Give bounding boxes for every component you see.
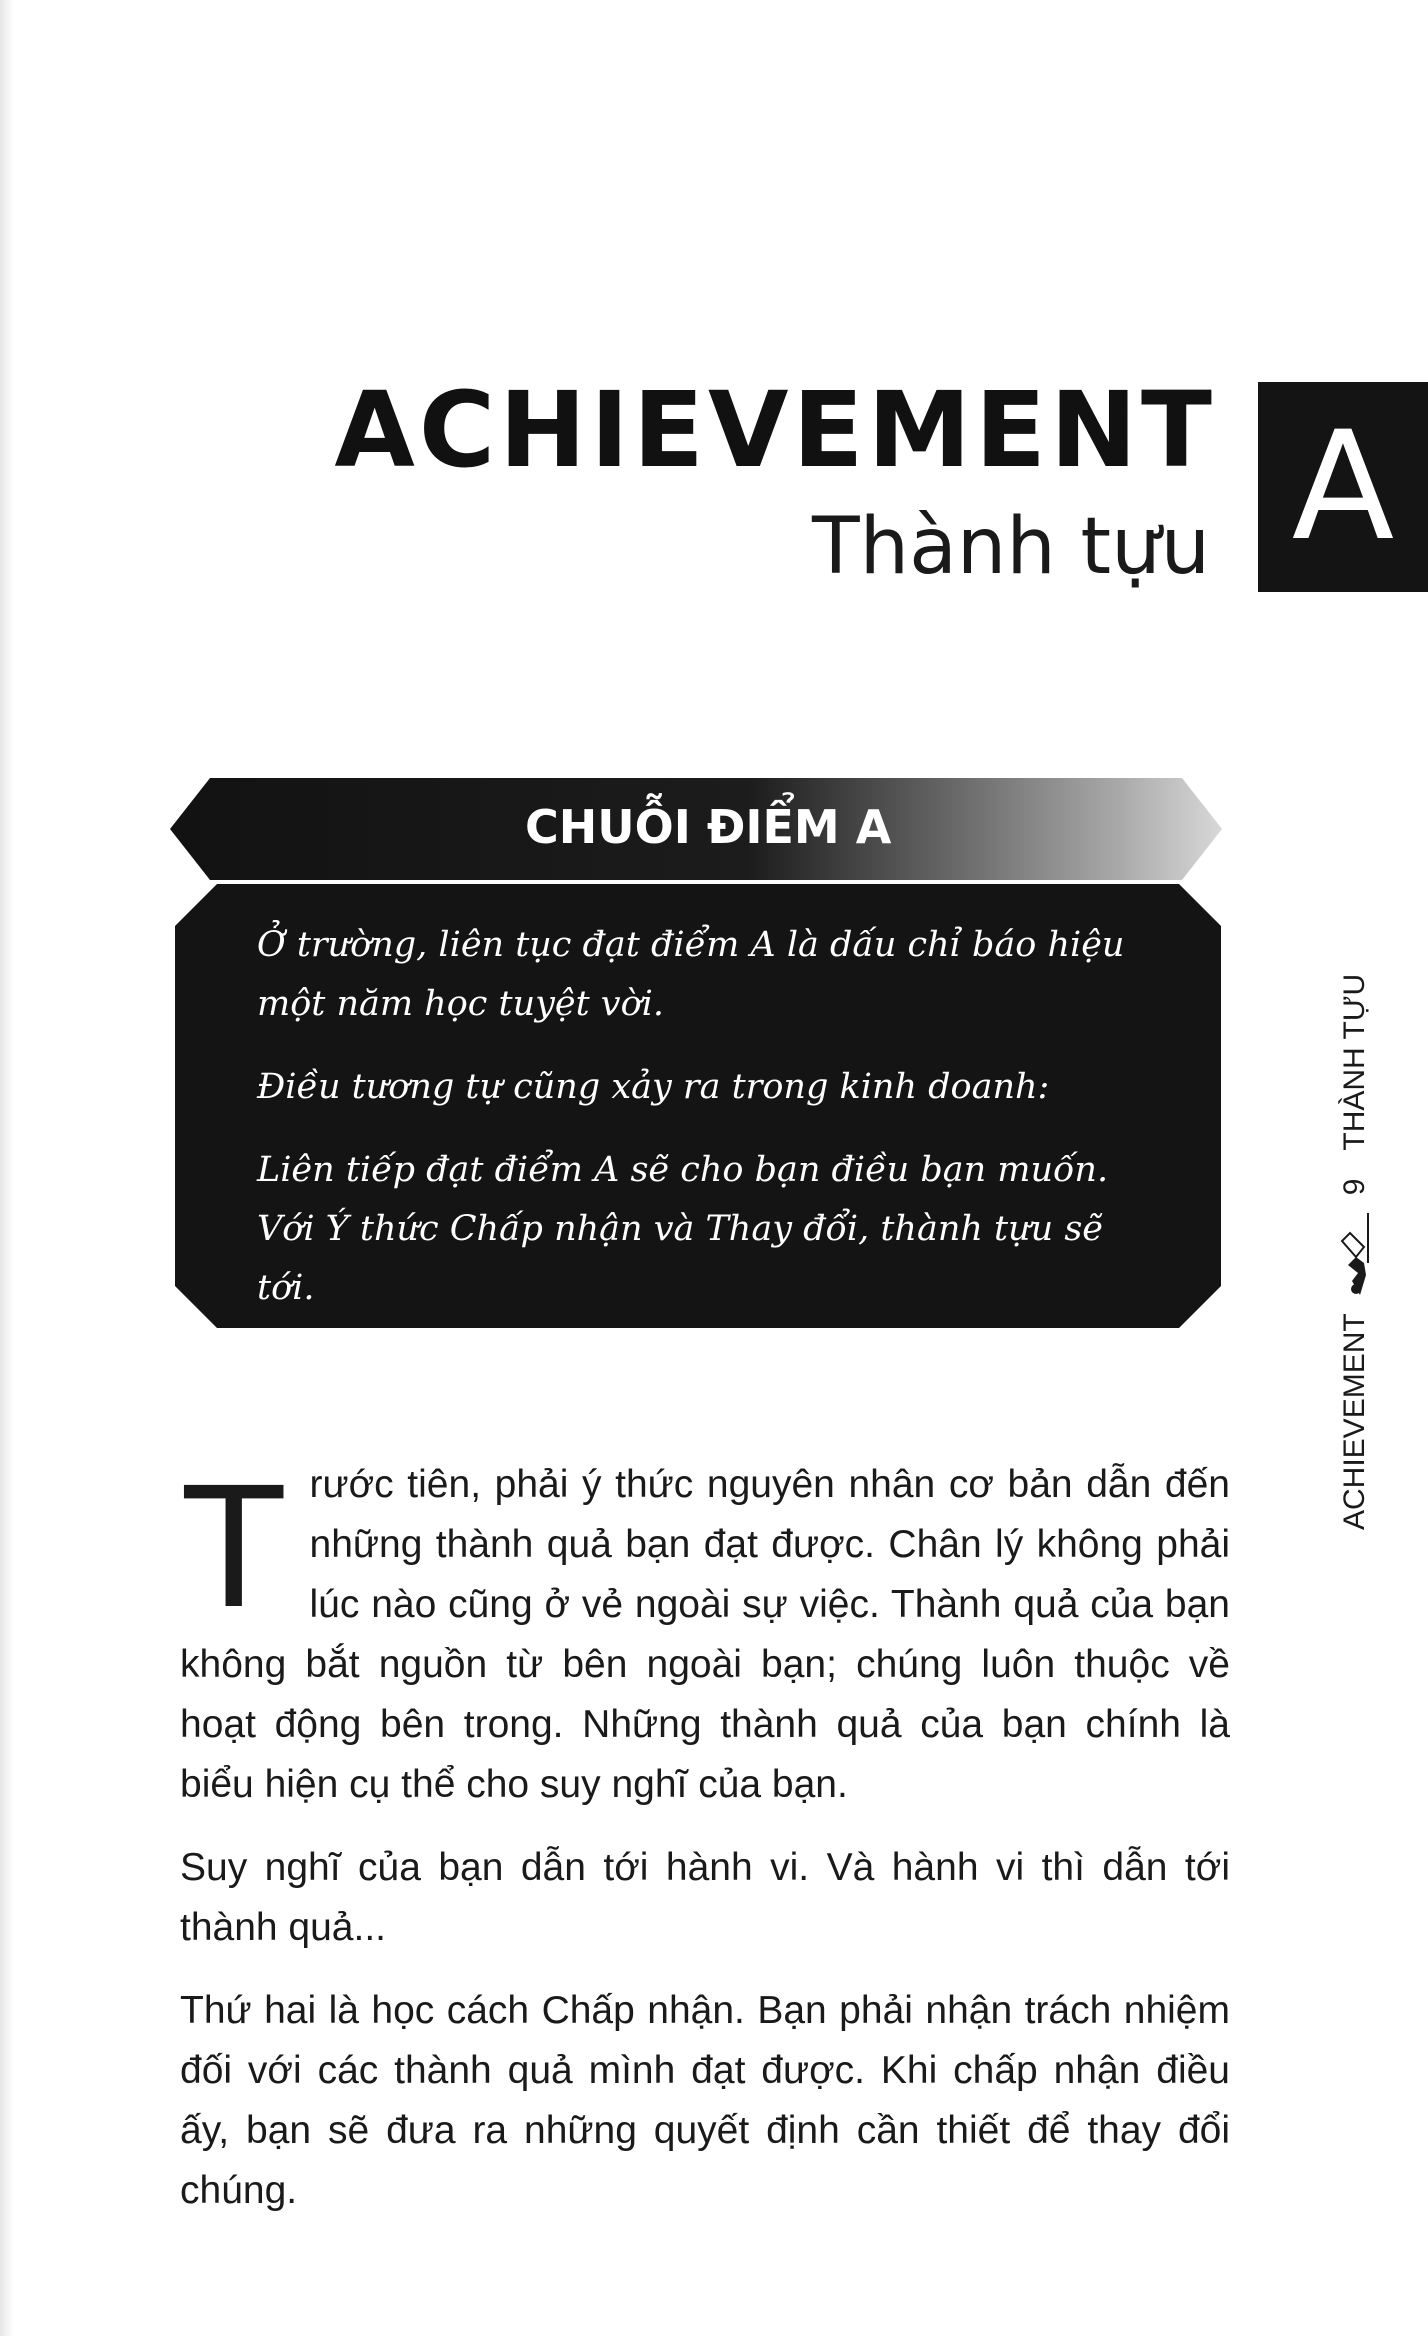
chapter-letter-tab	[1258, 382, 1428, 592]
drop-cap: T	[180, 1448, 288, 1644]
callout-header-label: CHUỖI ĐIỂM A	[525, 800, 892, 854]
callout-header-banner	[170, 778, 1222, 880]
body-paragraph-2: Suy nghĩ của bạn dẫn tới hành vi. Và hành vi thì dẫn tới thành quả...	[180, 1846, 1230, 1949]
callout-paragraph-2: Điều tương tự cũng xảy ra trong kinh doanh:	[257, 1067, 1050, 1107]
figure-ornament-icon	[1330, 1213, 1380, 1303]
body-paragraph-3: Thứ hai là học cách Chấp nhận. Bạn phải nhận trách nhiệm đối với các thành quả mình đạt được. Khi chấp nhận điều ấy, bạn sẽ đưa ra những quyết định cần thiết để thay đổi chúng.	[180, 1989, 1230, 2212]
chapter-subtitle: Thành tựu	[812, 502, 1210, 592]
page-edge-shade	[0, 0, 14, 2336]
body-paragraph-1-text: rước tiên, phải ý thức nguyên nhân cơ bản dẫn đến những thành quả bạn đạt được. Chân lý không phải lúc nào cũng ở vẻ ngoài sự việc. Thành quả của bạn không bắt nguồn từ bên ngoài bạn; chúng luôn thuộc về hoạt động bên trong. Những thành quả của bạn chính là biểu hiện cụ thể cho suy nghĩ của bạn.	[180, 1463, 1230, 1806]
callout-box	[175, 884, 1221, 1328]
running-head-chapter: THÀNH TỰU	[1338, 973, 1371, 1151]
body-paragraph-1	[180, 1448, 1230, 1815]
running-head	[1325, 850, 1385, 1530]
callout-text	[257, 916, 1157, 1342]
page-number: 9	[1338, 1178, 1371, 1196]
chapter-title: ACHIEVEMENT	[334, 369, 1216, 491]
body-text	[180, 1448, 1230, 2244]
chapter-letter: A	[1291, 400, 1395, 574]
running-head-book-title: ACHIEVEMENT	[1338, 1313, 1371, 1530]
callout-paragraph-3: Liên tiếp đạt điểm A sẽ cho bạn điều bạn muốn. Với Ý thức Chấp nhận và Thay đổi, thành tựu sẽ tới.	[257, 1150, 1109, 1308]
callout-paragraph-1: Ở trường, liên tục đạt điểm A là dấu chỉ báo hiệu một năm học tuyệt vời.	[257, 925, 1125, 1024]
